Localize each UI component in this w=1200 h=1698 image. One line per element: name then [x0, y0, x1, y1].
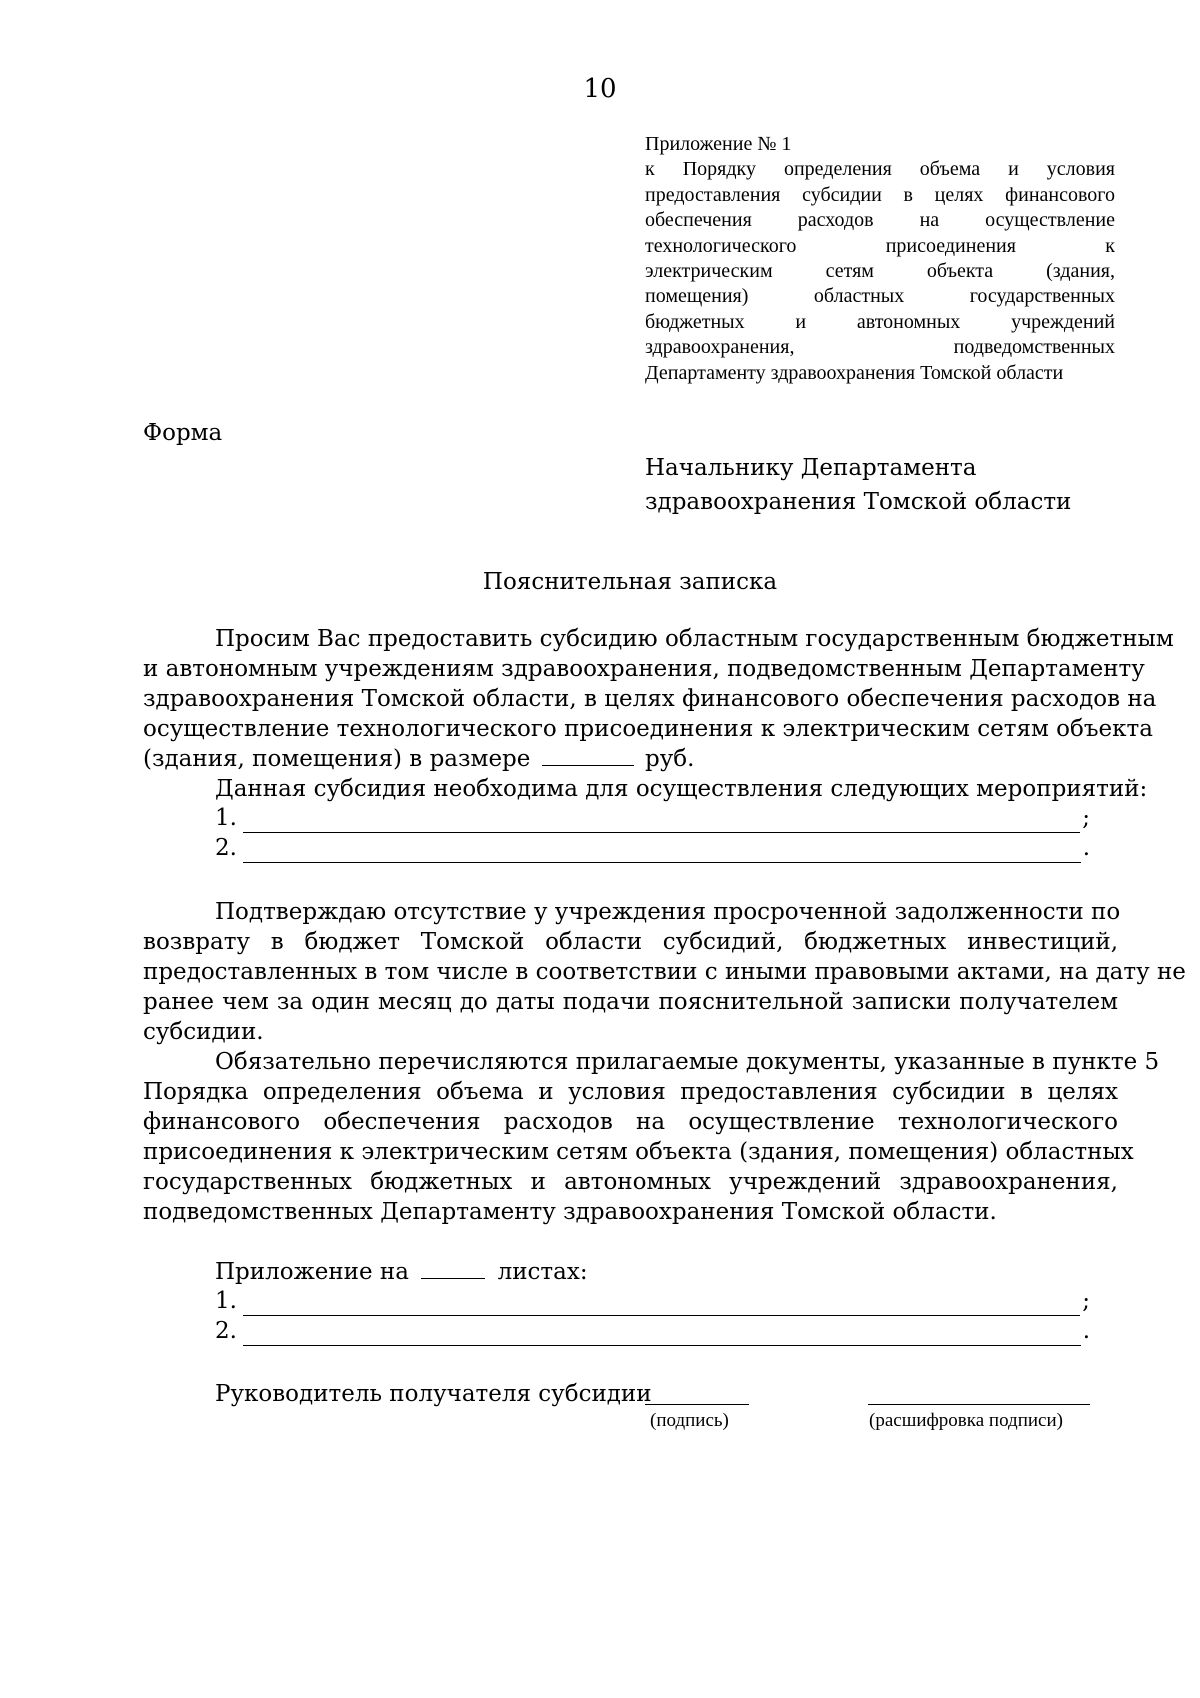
paragraph-line: осуществление технологического присоединения к электрическим сетям объекта: [143, 716, 1153, 742]
measure-blank-line[interactable]: [243, 811, 1080, 833]
appendix-line: помещения) областных государственных: [645, 285, 1115, 308]
appendix-line: обеспечения расходов на осуществление: [645, 209, 1115, 232]
paragraph-line: ранее чем за один месяц до даты подачи пояснительной записки получателем: [143, 989, 1118, 1015]
attachment-suffix: листах:: [497, 1259, 588, 1285]
paragraph-line: возврату в бюджет Томской области субсидий, бюджетных инвестиций,: [143, 929, 1118, 955]
addressee: [645, 451, 1125, 519]
paragraph-line: подведомственных Департаменту здравоохранения Томской области.: [143, 1199, 997, 1225]
item-end: ;: [1082, 805, 1090, 831]
form-label: Форма: [143, 420, 223, 446]
appendix-line: технологического присоединения к: [645, 234, 1115, 257]
appendix-line: Департаменту здравоохранения Томской области: [645, 361, 1064, 384]
item-end: .: [1082, 835, 1090, 861]
signature-caption: (подпись): [650, 1410, 729, 1431]
item-end: ;: [1082, 1288, 1090, 1314]
measure-item: [215, 803, 1090, 833]
appendix-reference: [645, 132, 1115, 386]
signature-line[interactable]: [645, 1404, 749, 1405]
paragraph-line: государственных бюджетных и автономных учреждений здравоохранения,: [143, 1169, 1118, 1195]
appendix-line: бюджетных и автономных учреждений: [645, 310, 1115, 333]
documents-paragraph: [143, 1047, 1160, 1227]
attachment-item: [215, 1286, 1090, 1316]
amount-suffix: руб.: [645, 746, 695, 772]
item-number: 2.: [215, 835, 237, 861]
paragraph-line: Просим Вас предоставить субсидию областным государственным бюджетным: [215, 626, 1174, 652]
attachment-prefix: Приложение на: [215, 1259, 409, 1285]
item-end: .: [1082, 1318, 1090, 1344]
measure-blank-line[interactable]: [243, 841, 1081, 863]
measures-intro: Данная субсидия необходима для осуществления следующих мероприятий:: [215, 776, 1148, 802]
paragraph-line: предоставленных в том числе в соответствии с иными правовыми актами, на дату не: [143, 959, 1186, 985]
appendix-line: предоставления субсидии в целях финансового: [645, 183, 1115, 206]
attachment-blank-line[interactable]: [243, 1324, 1081, 1346]
page-number: 10: [583, 74, 617, 104]
item-number: 2.: [215, 1318, 237, 1344]
signature-decode-caption: (расшифровка подписи): [869, 1410, 1063, 1431]
amount-line: [143, 744, 1118, 774]
appendix-line: электрическим сетям объекта (здания,: [645, 259, 1115, 282]
attachment-item: [215, 1316, 1090, 1346]
appendix-title: Приложение № 1: [645, 133, 792, 155]
item-number: 1.: [215, 805, 237, 831]
confirm-paragraph: [143, 897, 1186, 1047]
amount-prefix: (здания, помещения) в размере: [143, 746, 531, 772]
amount-blank[interactable]: [542, 747, 634, 766]
document-title: Пояснительная записка: [482, 569, 778, 595]
paragraph-line: и автономным учреждениям здравоохранения, подведомственным Департаменту: [143, 656, 1145, 682]
paragraph-line: Обязательно перечисляются прилагаемые документы, указанные в пункте 5: [215, 1049, 1160, 1075]
appendix-line: к Порядку определения объема и условия: [645, 158, 1115, 181]
attachment-blank-line[interactable]: [243, 1294, 1080, 1316]
item-number: 1.: [215, 1288, 237, 1314]
paragraph-line: финансового обеспечения расходов на осуществление технологического: [143, 1109, 1118, 1135]
paragraph-line: Подтверждаю отсутствие у учреждения просроченной задолженности по: [215, 899, 1121, 925]
measure-item: [215, 833, 1090, 863]
measures-intro-block: [143, 774, 1148, 804]
attachment-line-block: [143, 1257, 1118, 1287]
paragraph-line: здравоохранения Томской области, в целях финансового обеспечения расходов на: [143, 686, 1157, 712]
attachment-line: [143, 1257, 1118, 1287]
addressee-line: здравоохранения Томской области: [645, 489, 1072, 515]
appendix-line: здравоохранения, подведомственных: [645, 336, 1115, 359]
addressee-line: Начальнику Департамента: [645, 455, 977, 481]
request-paragraph: [143, 624, 1174, 774]
signature-decode-line[interactable]: [868, 1404, 1090, 1405]
paragraph-line: Порядка определения объема и условия предоставления субсидии в целях: [143, 1079, 1118, 1105]
signer-label: Руководитель получателя субсидии: [215, 1381, 652, 1407]
paragraph-line: субсидии.: [143, 1019, 264, 1045]
sheet-count-blank[interactable]: [421, 1260, 485, 1279]
paragraph-line: присоединения к электрическим сетям объекта (здания, помещения) областных: [143, 1139, 1134, 1165]
